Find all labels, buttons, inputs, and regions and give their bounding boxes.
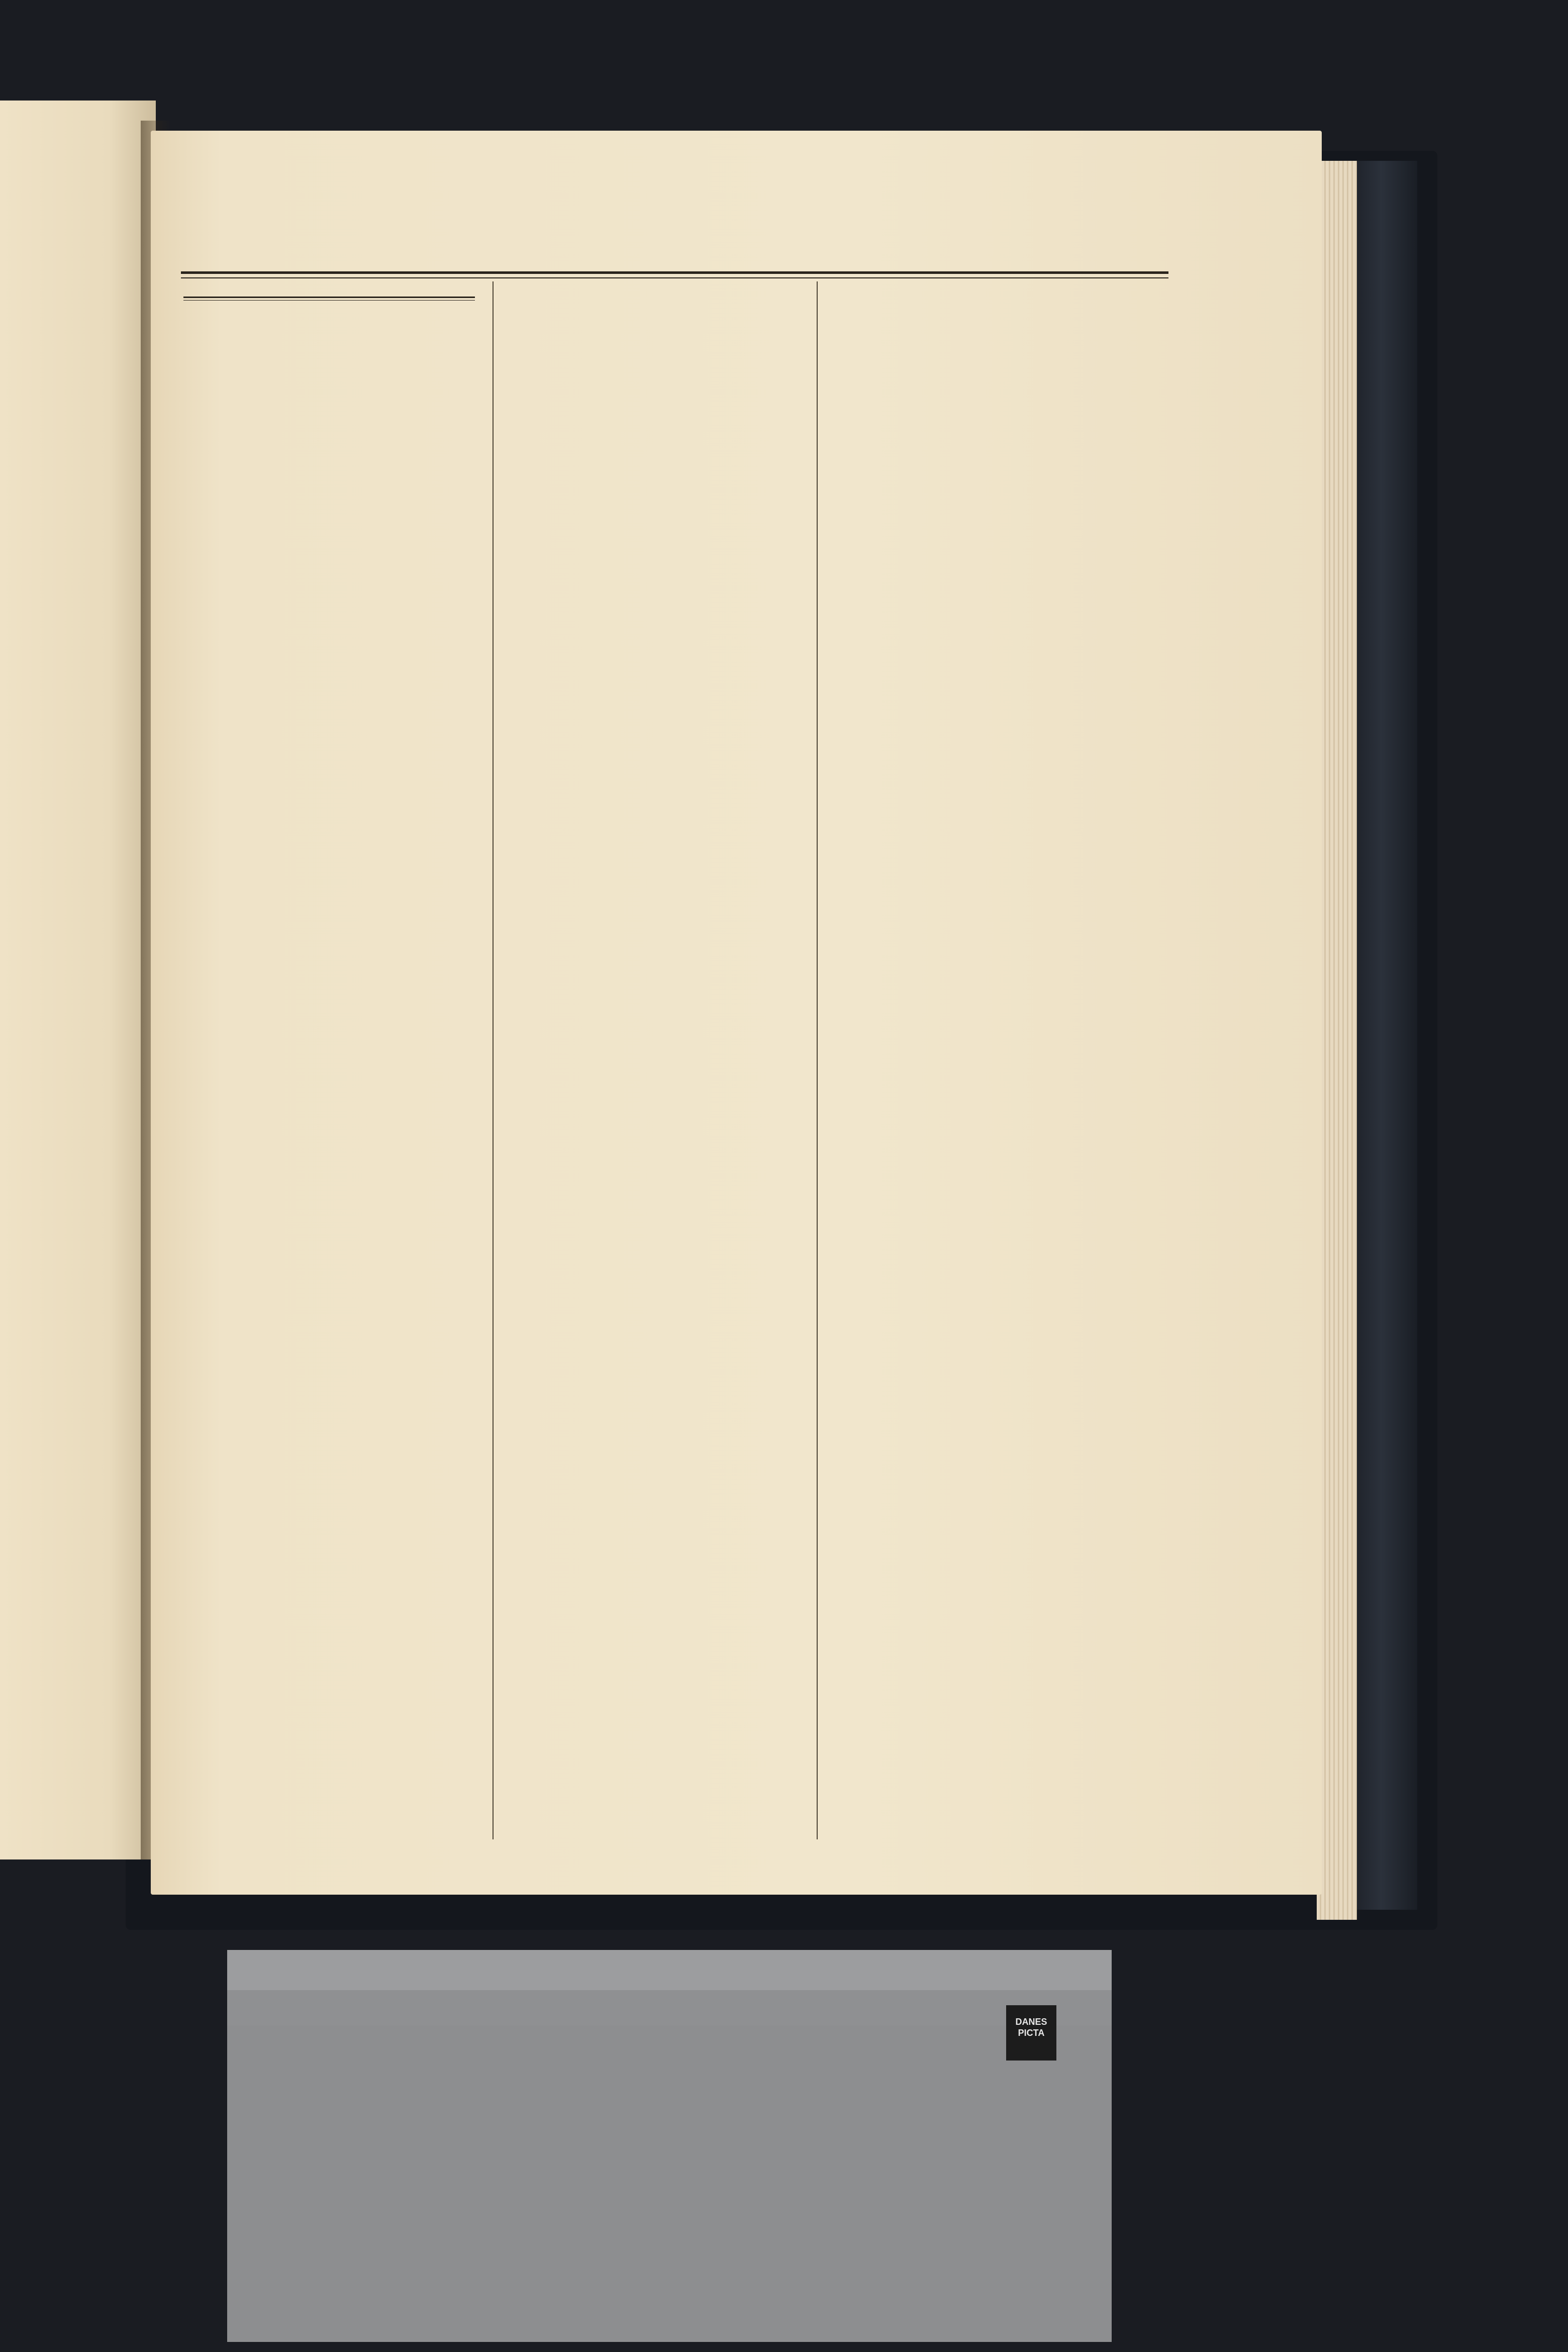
inch-ruler xyxy=(227,1950,1112,1991)
header-rule-thin xyxy=(181,277,1168,278)
column-2 xyxy=(500,281,807,1849)
left-page xyxy=(0,101,156,1859)
page-stack xyxy=(1317,161,1357,1920)
column-divider xyxy=(817,281,818,1839)
swatch-labels xyxy=(227,2036,1112,2067)
column-3 xyxy=(827,281,1148,1849)
header-rule xyxy=(181,271,1168,274)
section-rule xyxy=(183,297,475,301)
colour-chart xyxy=(227,1950,1112,2342)
cm-ruler xyxy=(227,1990,1112,2025)
right-page xyxy=(151,131,1322,1895)
cover-edge xyxy=(1357,161,1417,1910)
column-divider xyxy=(493,281,494,1839)
column-1 xyxy=(173,281,485,1849)
brand-logo: DANES PICTA xyxy=(1006,2005,1056,2061)
